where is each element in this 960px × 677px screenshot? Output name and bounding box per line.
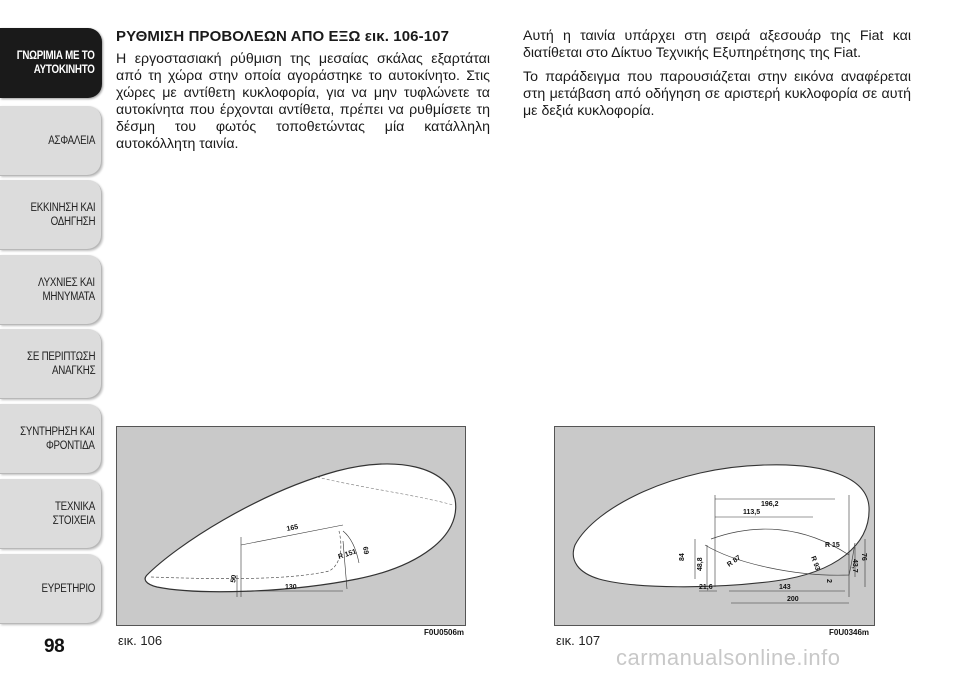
tab-starting-driving[interactable]: ΕΚΚΙΝΗΣΗ ΚΑΙ ΟΔΗΓΗΣΗ: [0, 180, 102, 250]
dim-200: 200: [787, 596, 799, 603]
tab-lights-messages[interactable]: ΛΥΧΝΙΕΣ ΚΑΙ ΜΗΝΥΜΑΤΑ: [0, 255, 102, 325]
left-text-column: [116, 28, 490, 160]
dim-2: 2: [825, 579, 832, 583]
paragraph: Αυτή η ταινία υπάρχει στη σειρά αξεσουάρ της Fiat και διατίθεται στο Δίκτυο Τεχνικής Εξυπηρέτησης της Fiat.: [523, 28, 911, 61]
dim-76: 76: [860, 553, 867, 561]
dim-r93: R 93: [809, 555, 821, 572]
dim-48-8: 48,8: [697, 557, 704, 571]
dim-84: 84: [679, 553, 686, 561]
paragraph: Το παράδειγμα που παρουσιάζεται στην εικόνα αναφέρεται στη μετάβαση από οδήγηση σε αριστερή κυκλοφορία σε αυτή με δεξιά κυκλοφορία.: [523, 69, 911, 119]
tab-emergency[interactable]: ΣΕ ΠΕΡΙΠΤΩΣΗ ΑΝΑΓΚΗΣ: [0, 329, 102, 399]
figure-106-headlight: [116, 426, 466, 626]
headlight-diagram-106: [117, 427, 465, 625]
figure-106-caption: εικ. 106: [118, 633, 163, 648]
figure-107-code: F0U0346m: [829, 628, 870, 637]
figure-107-caption: εικ. 107: [556, 633, 601, 648]
figure-106-code: F0U0506m: [424, 628, 465, 637]
tab-technical-data[interactable]: ΤΕΧΝΙΚΑ ΣΤΟΙΧΕΙΑ: [0, 479, 102, 549]
tab-safety[interactable]: ΑΣΦΑΛΕΙΑ: [0, 106, 102, 176]
tab-maintenance[interactable]: ΣΥΝΤΗΡΗΣΗ ΚΑΙ ΦΡΟΝΤΙΔΑ: [0, 404, 102, 474]
dim-43-7: 43,7: [851, 559, 858, 573]
right-text-column: [523, 28, 911, 127]
page-number: 98: [44, 636, 65, 657]
dim-r151: R 151: [337, 548, 358, 561]
dim-r15: R 15: [825, 542, 840, 549]
dim-196-2: 196,2: [761, 501, 779, 508]
figure-107-headlight: [554, 426, 875, 626]
tab-index[interactable]: ΕΥΡΕΤΗΡΙΟ: [0, 554, 102, 624]
dim-113-5: 113,5: [743, 509, 761, 516]
dim-143: 143: [779, 584, 791, 591]
dim-50: 50: [230, 574, 239, 584]
tab-getting-to-know-car[interactable]: ΓΝΩΡΙΜΙΑ ΜΕ ΤΟ ΑΥΤΟΚΙΝΗΤΟ: [0, 28, 102, 98]
dim-r87: R 87: [726, 554, 743, 569]
paragraph: Η εργοστασιακή ρύθμιση της μεσαίας σκάλας εξαρτάται από τη χώρα στην οποία αγοράστηκε το αυτοκίνητο. Στις χώρες με αντίθετη κυκλοφορία, για να μην τυφλώνετε τα αυτοκίνητα που έρχονται αντίθετα, πρέπει να ρυθμίσετε τη δέσμη του φωτός τοποθετώντας μία κατάλληλη αυτοκόλλητη ταινία.: [116, 51, 490, 152]
dim-69: 69: [361, 546, 370, 556]
dim-21-6: 21,6: [699, 584, 713, 591]
headlight-diagram-107: [555, 427, 874, 625]
dim-165: 165: [286, 523, 299, 533]
watermark: carmanualsonline.info: [616, 645, 841, 670]
dim-130: 130: [285, 584, 297, 591]
section-heading: ΡΥΘΜΙΣΗ ΠΡΟΒΟΛΕΩΝ ΑΠΟ ΕΞΩ εικ. 106-107: [116, 28, 450, 45]
